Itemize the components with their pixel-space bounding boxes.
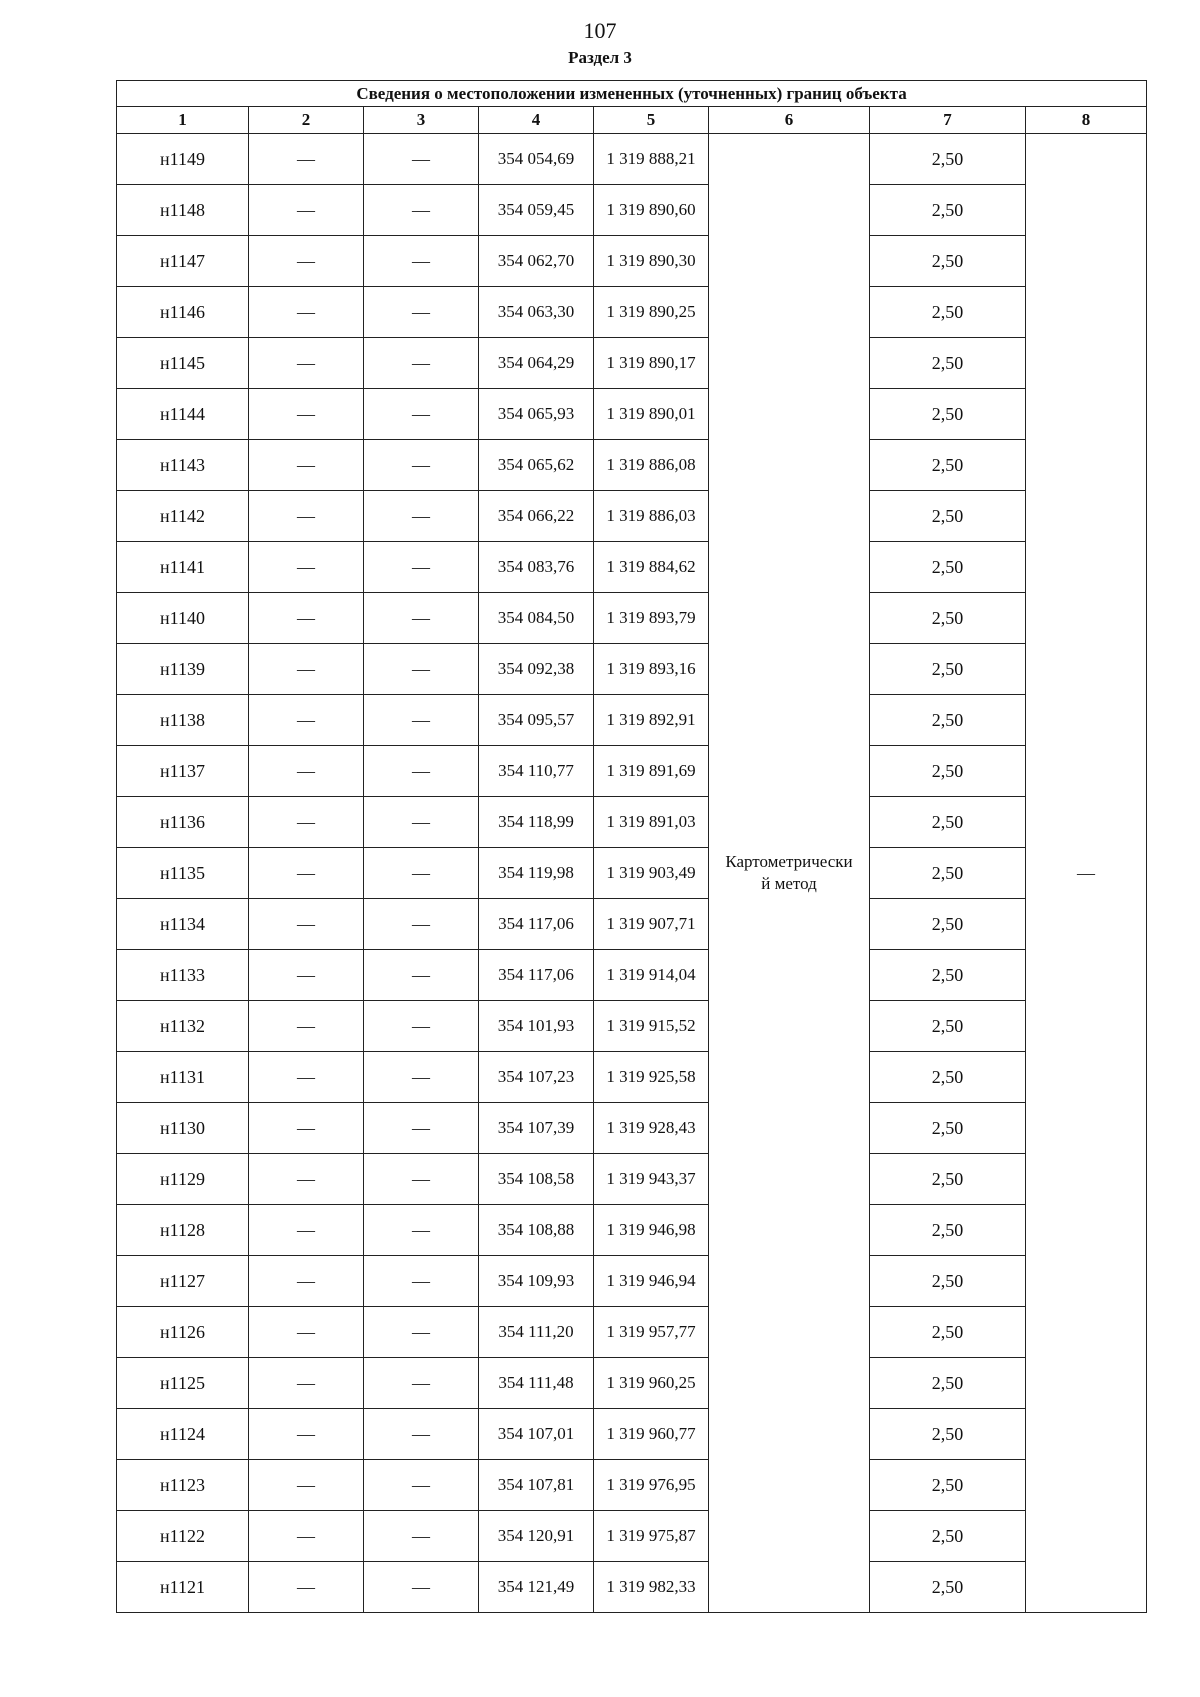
dash-cell: —	[249, 287, 364, 338]
table-caption: Сведения о местоположении измененных (уточненных) границ объекта	[117, 81, 1147, 107]
dash-cell: —	[364, 1409, 479, 1460]
point-number-cell: н1142	[117, 491, 249, 542]
y-coordinate-cell: 1 319 891,69	[594, 746, 709, 797]
point-number-cell: н1123	[117, 1460, 249, 1511]
dash-cell: —	[364, 236, 479, 287]
column-header-row	[117, 107, 1147, 134]
accuracy-cell: 2,50	[870, 185, 1026, 236]
column-header: 7	[870, 107, 1026, 134]
x-coordinate-cell: 354 107,23	[479, 1052, 594, 1103]
dash-cell: —	[249, 236, 364, 287]
table-row	[117, 746, 1147, 797]
y-coordinate-cell: 1 319 914,04	[594, 950, 709, 1001]
table-row	[117, 1154, 1147, 1205]
table-caption-row	[117, 81, 1147, 107]
dash-cell: —	[364, 1001, 479, 1052]
dash-cell: —	[249, 644, 364, 695]
y-coordinate-cell: 1 319 960,77	[594, 1409, 709, 1460]
dash-cell: —	[364, 1511, 479, 1562]
accuracy-cell: 2,50	[870, 1001, 1026, 1052]
column-header: 1	[117, 107, 249, 134]
point-number-cell: н1146	[117, 287, 249, 338]
x-coordinate-cell: 354 119,98	[479, 848, 594, 899]
point-number-cell: н1133	[117, 950, 249, 1001]
x-coordinate-cell: 354 064,29	[479, 338, 594, 389]
y-coordinate-cell: 1 319 925,58	[594, 1052, 709, 1103]
accuracy-cell: 2,50	[870, 1052, 1026, 1103]
x-coordinate-cell: 354 117,06	[479, 950, 594, 1001]
point-number-cell: н1143	[117, 440, 249, 491]
dash-cell: —	[364, 695, 479, 746]
x-coordinate-cell: 354 065,93	[479, 389, 594, 440]
y-coordinate-cell: 1 319 884,62	[594, 542, 709, 593]
table-row	[117, 1205, 1147, 1256]
column-header: 2	[249, 107, 364, 134]
dash-cell: —	[364, 1103, 479, 1154]
y-coordinate-cell: 1 319 886,08	[594, 440, 709, 491]
dash-cell: —	[364, 1358, 479, 1409]
point-number-cell: н1132	[117, 1001, 249, 1052]
page-number: 107	[583, 18, 617, 43]
table-row	[117, 848, 1147, 899]
point-number-cell: н1141	[117, 542, 249, 593]
dash-cell: —	[249, 440, 364, 491]
dash-cell: —	[249, 1460, 364, 1511]
dash-cell: —	[249, 1256, 364, 1307]
y-coordinate-cell: 1 319 975,87	[594, 1511, 709, 1562]
accuracy-cell: 2,50	[870, 746, 1026, 797]
x-coordinate-cell: 354 111,48	[479, 1358, 594, 1409]
y-coordinate-cell: 1 319 888,21	[594, 134, 709, 185]
point-number-cell: н1130	[117, 1103, 249, 1154]
table-row	[117, 1307, 1147, 1358]
dash-cell: —	[249, 338, 364, 389]
point-number-cell: н1122	[117, 1511, 249, 1562]
x-coordinate-cell: 354 066,22	[479, 491, 594, 542]
accuracy-cell: 2,50	[870, 542, 1026, 593]
x-coordinate-cell: 354 110,77	[479, 746, 594, 797]
accuracy-cell: 2,50	[870, 593, 1026, 644]
table-row	[117, 1103, 1147, 1154]
column-header: 8	[1026, 107, 1147, 134]
table-row	[117, 1460, 1147, 1511]
accuracy-cell: 2,50	[870, 797, 1026, 848]
y-coordinate-cell: 1 319 893,16	[594, 644, 709, 695]
table-body	[117, 134, 1147, 1613]
dash-cell: —	[249, 950, 364, 1001]
table-row	[117, 185, 1147, 236]
y-coordinate-cell: 1 319 943,37	[594, 1154, 709, 1205]
table-row	[117, 491, 1147, 542]
table-row	[117, 287, 1147, 338]
dash-cell: —	[364, 746, 479, 797]
dash-cell: —	[364, 899, 479, 950]
point-number-cell: н1144	[117, 389, 249, 440]
y-coordinate-cell: 1 319 946,94	[594, 1256, 709, 1307]
accuracy-cell: 2,50	[870, 1256, 1026, 1307]
dash-cell: —	[364, 338, 479, 389]
point-number-cell: н1140	[117, 593, 249, 644]
dash-cell: —	[364, 1256, 479, 1307]
x-coordinate-cell: 354 063,30	[479, 287, 594, 338]
table-row	[117, 1052, 1147, 1103]
dash-cell: —	[364, 797, 479, 848]
accuracy-cell: 2,50	[870, 440, 1026, 491]
method-cell: Картометрически й метод	[709, 134, 870, 1613]
x-coordinate-cell: 354 092,38	[479, 644, 594, 695]
dash-cell: —	[249, 1205, 364, 1256]
dash-cell: —	[364, 440, 479, 491]
point-number-cell: н1149	[117, 134, 249, 185]
x-coordinate-cell: 354 121,49	[479, 1562, 594, 1613]
dash-cell: —	[249, 134, 364, 185]
dash-cell: —	[249, 1154, 364, 1205]
accuracy-cell: 2,50	[870, 1103, 1026, 1154]
dash-cell: —	[249, 899, 364, 950]
dash-cell: —	[364, 848, 479, 899]
table-row	[117, 134, 1147, 185]
table-row	[117, 1256, 1147, 1307]
dash-cell: —	[249, 1103, 364, 1154]
x-coordinate-cell: 354 111,20	[479, 1307, 594, 1358]
dash-cell: —	[364, 134, 479, 185]
dash-cell: —	[249, 1562, 364, 1613]
x-coordinate-cell: 354 083,76	[479, 542, 594, 593]
x-coordinate-cell: 354 101,93	[479, 1001, 594, 1052]
x-coordinate-cell: 354 084,50	[479, 593, 594, 644]
dash-cell: —	[364, 1460, 479, 1511]
y-coordinate-cell: 1 319 960,25	[594, 1358, 709, 1409]
x-coordinate-cell: 354 062,70	[479, 236, 594, 287]
table-row	[117, 1409, 1147, 1460]
point-number-cell: н1124	[117, 1409, 249, 1460]
point-number-cell: н1128	[117, 1205, 249, 1256]
y-coordinate-cell: 1 319 891,03	[594, 797, 709, 848]
point-number-cell: н1136	[117, 797, 249, 848]
y-coordinate-cell: 1 319 976,95	[594, 1460, 709, 1511]
accuracy-cell: 2,50	[870, 848, 1026, 899]
x-coordinate-cell: 354 117,06	[479, 899, 594, 950]
point-number-cell: н1135	[117, 848, 249, 899]
accuracy-cell: 2,50	[870, 1562, 1026, 1613]
table-row	[117, 338, 1147, 389]
accuracy-cell: 2,50	[870, 1358, 1026, 1409]
y-coordinate-cell: 1 319 892,91	[594, 695, 709, 746]
dash-cell: —	[249, 542, 364, 593]
point-number-cell: н1129	[117, 1154, 249, 1205]
point-number-cell: н1139	[117, 644, 249, 695]
accuracy-cell: 2,50	[870, 236, 1026, 287]
dash-cell: —	[249, 1052, 364, 1103]
y-coordinate-cell: 1 319 928,43	[594, 1103, 709, 1154]
accuracy-cell: 2,50	[870, 134, 1026, 185]
dash-cell: —	[364, 542, 479, 593]
point-number-cell: н1125	[117, 1358, 249, 1409]
dash-cell: —	[249, 491, 364, 542]
dash-cell: —	[249, 797, 364, 848]
dash-cell: —	[249, 1358, 364, 1409]
x-coordinate-cell: 354 095,57	[479, 695, 594, 746]
table-row	[117, 644, 1147, 695]
x-coordinate-cell: 354 107,39	[479, 1103, 594, 1154]
y-coordinate-cell: 1 319 915,52	[594, 1001, 709, 1052]
table-row	[117, 389, 1147, 440]
accuracy-cell: 2,50	[870, 1511, 1026, 1562]
column-header: 3	[364, 107, 479, 134]
accuracy-cell: 2,50	[870, 491, 1026, 542]
point-number-cell: н1147	[117, 236, 249, 287]
x-coordinate-cell: 354 108,58	[479, 1154, 594, 1205]
accuracy-cell: 2,50	[870, 1460, 1026, 1511]
x-coordinate-cell: 354 108,88	[479, 1205, 594, 1256]
point-number-cell: н1126	[117, 1307, 249, 1358]
y-coordinate-cell: 1 319 890,30	[594, 236, 709, 287]
point-number-cell: н1127	[117, 1256, 249, 1307]
dash-cell: —	[364, 185, 479, 236]
table-row	[117, 1358, 1147, 1409]
x-coordinate-cell: 354 118,99	[479, 797, 594, 848]
accuracy-cell: 2,50	[870, 899, 1026, 950]
table-row	[117, 899, 1147, 950]
dash-cell: —	[249, 593, 364, 644]
point-number-cell: н1121	[117, 1562, 249, 1613]
y-coordinate-cell: 1 319 982,33	[594, 1562, 709, 1613]
dash-cell: —	[364, 593, 479, 644]
dash-cell: —	[364, 287, 479, 338]
table-row	[117, 797, 1147, 848]
y-coordinate-cell: 1 319 890,25	[594, 287, 709, 338]
dash-cell: —	[249, 1307, 364, 1358]
accuracy-cell: 2,50	[870, 950, 1026, 1001]
dash-cell: —	[364, 644, 479, 695]
accuracy-cell: 2,50	[870, 389, 1026, 440]
table-row	[117, 542, 1147, 593]
dash-cell: —	[249, 389, 364, 440]
y-coordinate-cell: 1 319 957,77	[594, 1307, 709, 1358]
point-number-cell: н1145	[117, 338, 249, 389]
accuracy-cell: 2,50	[870, 1307, 1026, 1358]
accuracy-cell: 2,50	[870, 1154, 1026, 1205]
dash-cell: —	[364, 1307, 479, 1358]
x-coordinate-cell: 354 107,81	[479, 1460, 594, 1511]
y-coordinate-cell: 1 319 886,03	[594, 491, 709, 542]
point-number-cell: н1131	[117, 1052, 249, 1103]
table-row	[117, 950, 1147, 1001]
y-coordinate-cell: 1 319 903,49	[594, 848, 709, 899]
dash-cell: —	[249, 746, 364, 797]
table-row	[117, 236, 1147, 287]
table-row	[117, 1511, 1147, 1562]
y-coordinate-cell: 1 319 946,98	[594, 1205, 709, 1256]
column-header: 4	[479, 107, 594, 134]
dash-cell: —	[249, 1409, 364, 1460]
x-coordinate-cell: 354 109,93	[479, 1256, 594, 1307]
accuracy-cell: 2,50	[870, 695, 1026, 746]
y-coordinate-cell: 1 319 893,79	[594, 593, 709, 644]
x-coordinate-cell: 354 120,91	[479, 1511, 594, 1562]
table-row	[117, 593, 1147, 644]
accuracy-cell: 2,50	[870, 1409, 1026, 1460]
dash-cell: —	[249, 1001, 364, 1052]
x-coordinate-cell: 354 059,45	[479, 185, 594, 236]
column-header: 6	[709, 107, 870, 134]
dash-cell: —	[364, 1205, 479, 1256]
y-coordinate-cell: 1 319 890,01	[594, 389, 709, 440]
y-coordinate-cell: 1 319 907,71	[594, 899, 709, 950]
section-title: Раздел 3	[568, 48, 632, 67]
point-number-cell: н1148	[117, 185, 249, 236]
point-number-cell: н1138	[117, 695, 249, 746]
accuracy-cell: 2,50	[870, 287, 1026, 338]
dash-cell: —	[364, 1154, 479, 1205]
accuracy-cell: 2,50	[870, 644, 1026, 695]
y-coordinate-cell: 1 319 890,17	[594, 338, 709, 389]
x-coordinate-cell: 354 107,01	[479, 1409, 594, 1460]
x-coordinate-cell: 354 065,62	[479, 440, 594, 491]
table-row	[117, 1001, 1147, 1052]
point-number-cell: н1134	[117, 899, 249, 950]
point-number-cell: н1137	[117, 746, 249, 797]
accuracy-cell: 2,50	[870, 338, 1026, 389]
column8-cell: —	[1026, 134, 1147, 1613]
table-row	[117, 440, 1147, 491]
column-header: 5	[594, 107, 709, 134]
accuracy-cell: 2,50	[870, 1205, 1026, 1256]
dash-cell: —	[364, 389, 479, 440]
dash-cell: —	[364, 1052, 479, 1103]
dash-cell: —	[249, 1511, 364, 1562]
dash-cell: —	[249, 848, 364, 899]
x-coordinate-cell: 354 054,69	[479, 134, 594, 185]
boundary-table	[116, 80, 1147, 1613]
dash-cell: —	[249, 185, 364, 236]
dash-cell: —	[249, 695, 364, 746]
y-coordinate-cell: 1 319 890,60	[594, 185, 709, 236]
dash-cell: —	[364, 1562, 479, 1613]
table-row	[117, 695, 1147, 746]
dash-cell: —	[364, 950, 479, 1001]
table-row	[117, 1562, 1147, 1613]
dash-cell: —	[364, 491, 479, 542]
